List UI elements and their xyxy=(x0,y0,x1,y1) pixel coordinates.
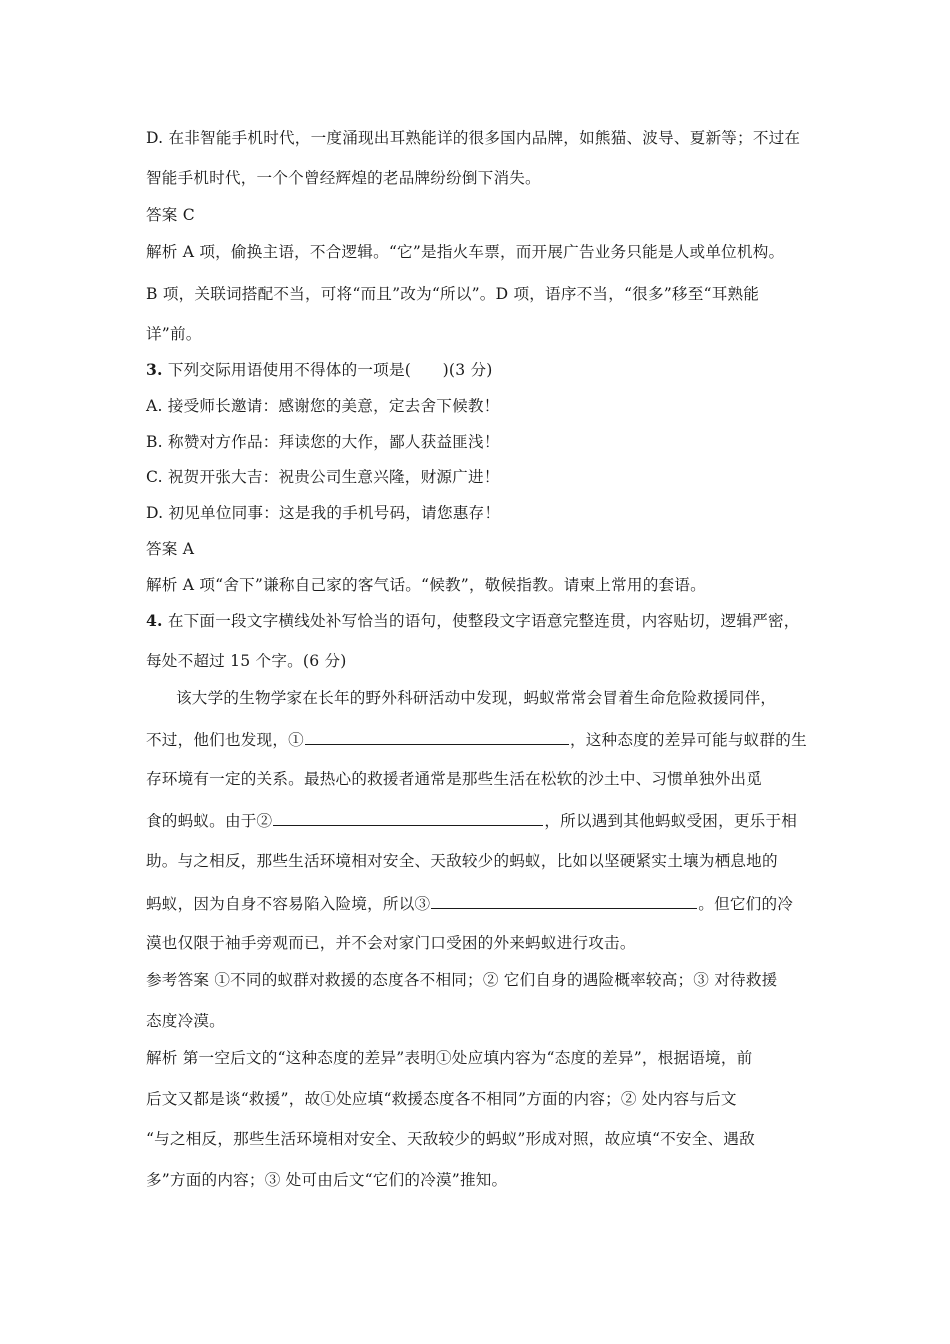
answer-blank-1[interactable] xyxy=(305,729,569,745)
q4-analysis-line1: 解析 第一空后文的“这种态度的差异”表明①处应填内容为“态度的差异”，根据语境，前 xyxy=(146,1049,753,1067)
q4-ref-answer-line1: 参考答案 ①不同的蚁群对救援的态度各不相同；② 它们自身的遇险概率较高；③ 对待救援 xyxy=(146,971,778,989)
q2-analysis-line1: 解析 A 项，偷换主语，不合逻辑。“它”是指火车票，而开展广告业务只能是人或单位机构。 xyxy=(146,243,785,261)
q4-passage-line5: 助。与之相反，那些生活环境相对安全、天敌较少的蚂蚁，比如以坚硬紧实土壤为栖息地的 xyxy=(146,852,778,870)
q3-analysis: 解析 A 项“舍下”谦称自己家的客气话。“候教”，敬候指教。请柬上常用的套语。 xyxy=(146,576,706,594)
q4-number: 4. xyxy=(146,611,163,630)
q4-passage-line6 xyxy=(146,893,793,914)
q4-ref-answer-line2: 态度冷漠。 xyxy=(146,1012,225,1030)
q2-option-d-line2: 智能手机时代，一个个曾经辉煌的老品牌纷纷倒下消失。 xyxy=(146,169,541,187)
passage-text: ，所以遇到其他蚂蚁受困，更乐于相 xyxy=(544,812,798,830)
q2-analysis-line2: B 项，关联词搭配不当，可将“而且”改为“所以”。D 项，语序不当，“很多”移至“耳熟能 xyxy=(146,285,760,303)
passage-text: 食的蚂蚁。由于② xyxy=(146,812,273,830)
answer-blank-3[interactable] xyxy=(431,893,697,909)
q2-analysis-line3: 详”前。 xyxy=(146,325,202,343)
q3-option-a: A. 接受师长邀请：感谢您的美意，定去舍下候教！ xyxy=(146,397,500,415)
q4-passage-line2 xyxy=(146,729,807,750)
q4-passage-line1: 该大学的生物学家在长年的野外科研活动中发现，蚂蚁常常会冒着生命危险救援同伴， xyxy=(176,689,777,707)
q2-answer: 答案 C xyxy=(146,206,195,224)
q3-number: 3. xyxy=(146,360,163,379)
q4-analysis-line4: 多”方面的内容；③ 处可由后文“它们的冷漠”推知。 xyxy=(146,1171,508,1189)
q4-passage-line7: 漠也仅限于袖手旁观而已，并不会对家门口受困的外来蚂蚁进行攻击。 xyxy=(146,934,636,952)
q3-stem: 下列交际用语使用不得体的一项是( )(3 分) xyxy=(162,361,493,379)
passage-text: 。但它们的冷 xyxy=(698,895,794,913)
q4-stem-line1: 在下面一段文字横线处补写恰当的语句，使整段文字语意完整连贯，内容贴切，逻辑严密， xyxy=(162,612,800,630)
passage-text: ，这种态度的差异可能与蚁群的生 xyxy=(569,731,807,749)
passage-text: 蚂蚁，因为自身不容易陷入险境，所以③ xyxy=(146,895,431,913)
q3-option-c: C. 祝贺开张大吉：祝贵公司生意兴隆，财源广进！ xyxy=(146,468,500,486)
q3-question xyxy=(146,360,493,380)
q4-stem-line2: 每处不超过 15 个字。(6 分) xyxy=(146,652,347,670)
passage-text: 不过，他们也发现，① xyxy=(146,731,304,749)
answer-blank-2[interactable] xyxy=(273,810,543,826)
q4-analysis-line2: 后文又都是谈“救援”，故①处应填“救援态度各不相同”方面的内容；② 处内容与后文 xyxy=(146,1090,737,1108)
q3-answer: 答案 A xyxy=(146,540,195,558)
q4-passage-line3: 存环境有一定的关系。最热心的救援者通常是那些生活在松软的沙土中、习惯单独外出觅 xyxy=(146,770,762,788)
q4-question-line1 xyxy=(146,611,800,631)
q4-passage-line4 xyxy=(146,810,797,831)
q2-option-d-line1: D. 在非智能手机时代，一度涌现出耳熟能详的很多国内品牌，如熊猫、波导、夏新等；不过在 xyxy=(146,129,801,147)
q3-option-d: D. 初见单位同事：这是我的手机号码，请您惠存！ xyxy=(146,504,501,522)
q4-analysis-line3: “与之相反，那些生活环境相对安全、天敌较少的蚂蚁”形成对照，故应填“不安全、遇敌 xyxy=(146,1130,755,1148)
q3-option-b: B. 称赞对方作品：拜读您的大作，鄙人获益匪浅！ xyxy=(146,433,500,451)
